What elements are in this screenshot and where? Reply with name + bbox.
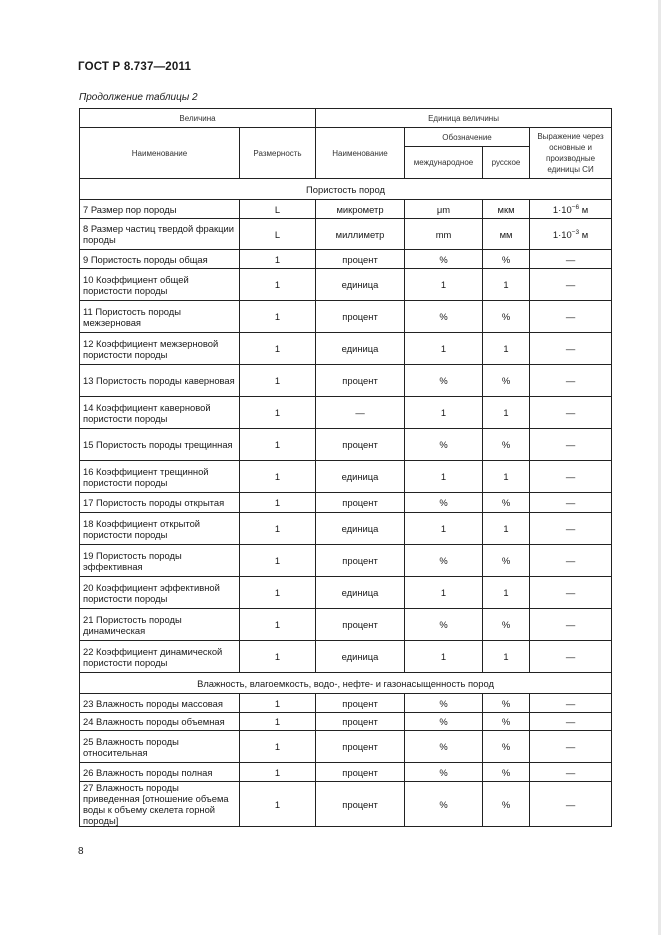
russian-symbol-cell: %	[483, 609, 530, 641]
si-expression-cell: —	[530, 641, 612, 673]
expression-base: 1·10	[552, 228, 572, 240]
document-title: ГОСТ Р 8.737—2011	[78, 61, 192, 73]
table-row	[80, 731, 612, 763]
expression-exponent: −3	[571, 228, 580, 236]
dimension-cell: 1	[240, 429, 316, 461]
header-unit-name: Наименование	[316, 128, 405, 179]
quantity-name-cell: 11 Пористость породы межзерновая	[80, 301, 240, 333]
quantity-name-cell: 18 Коэффициент открытой пористости породы	[80, 513, 240, 545]
dimension-cell: L	[240, 200, 316, 219]
russian-symbol-cell: 1	[483, 333, 530, 365]
dimension-cell: 1	[240, 513, 316, 545]
si-expression-cell: —	[530, 397, 612, 429]
table-row	[80, 493, 612, 513]
dimension-cell: 1	[240, 269, 316, 301]
expression-base: 1·10	[552, 203, 572, 215]
international-symbol-cell: 1	[405, 333, 483, 365]
dimension-cell: 1	[240, 250, 316, 269]
unit-name-cell: процент	[316, 365, 405, 397]
quantity-name-cell: 10 Коэффициент общей пористости породы	[80, 269, 240, 301]
unit-name-cell: единица	[316, 333, 405, 365]
unit-name-cell: процент	[316, 250, 405, 269]
table-row	[80, 782, 612, 827]
header-designation: Обозначение	[405, 128, 530, 147]
header-quantity: Величина	[80, 109, 316, 128]
russian-symbol-cell: %	[483, 713, 530, 731]
si-expression-cell: —	[530, 731, 612, 763]
table-body	[80, 179, 612, 827]
unit-name-cell: единица	[316, 577, 405, 609]
dimension-cell: 1	[240, 493, 316, 513]
quantity-name-cell: 19 Пористость породы эффективная	[80, 545, 240, 577]
dimension-cell: 1	[240, 713, 316, 731]
international-symbol-cell: 1	[405, 461, 483, 493]
unit-name-cell: процент	[316, 694, 405, 713]
unit-name-cell: процент	[316, 429, 405, 461]
table-row	[80, 713, 612, 731]
russian-symbol-cell: %	[483, 694, 530, 713]
section-row	[80, 179, 612, 200]
quantity-name-cell: 20 Коэффициент эффективной пористости породы	[80, 577, 240, 609]
quantity-name-cell: 13 Пористость породы каверновая	[80, 365, 240, 397]
expression-unit: м	[579, 203, 589, 215]
unit-name-cell: миллиметр	[316, 219, 405, 250]
si-expression-cell: —	[530, 493, 612, 513]
dimension-cell: 1	[240, 609, 316, 641]
dimension-cell: 1	[240, 545, 316, 577]
unit-name-cell: процент	[316, 301, 405, 333]
dimension-cell: 1	[240, 731, 316, 763]
si-expression-cell: —	[530, 609, 612, 641]
si-expression-cell: —	[530, 694, 612, 713]
international-symbol-cell: 1	[405, 397, 483, 429]
quantity-name-cell: 27 Влажность породы приведенная [отношение объема воды к объему скелета горной породы]	[80, 782, 240, 827]
unit-name-cell: процент	[316, 493, 405, 513]
quantity-name-cell: 22 Коэффициент динамической пористости породы	[80, 641, 240, 673]
table-row	[80, 577, 612, 609]
russian-symbol-cell: %	[483, 782, 530, 827]
unit-name-cell: единица	[316, 461, 405, 493]
international-symbol-cell: %	[405, 782, 483, 827]
si-expression-cell: —	[530, 763, 612, 782]
si-expression-cell: —	[530, 513, 612, 545]
dimension-cell: 1	[240, 763, 316, 782]
russian-symbol-cell: %	[483, 301, 530, 333]
table-row	[80, 609, 612, 641]
table-row	[80, 269, 612, 301]
international-symbol-cell: μm	[405, 200, 483, 219]
table-row	[80, 333, 612, 365]
quantity-name-cell: 12 Коэффициент межзерновой пористости породы	[80, 333, 240, 365]
page-number: 8	[78, 846, 84, 857]
quantity-name-cell: 23 Влажность породы массовая	[80, 694, 240, 713]
russian-symbol-cell: 1	[483, 269, 530, 301]
si-expression-cell: —	[530, 782, 612, 827]
table-row	[80, 365, 612, 397]
unit-name-cell: процент	[316, 782, 405, 827]
si-expression-cell: —	[530, 301, 612, 333]
dimension-cell: 1	[240, 365, 316, 397]
dimension-cell: 1	[240, 397, 316, 429]
quantity-name-cell: 21 Пористость породы динамическая	[80, 609, 240, 641]
international-symbol-cell: %	[405, 301, 483, 333]
unit-name-cell: процент	[316, 609, 405, 641]
russian-symbol-cell: %	[483, 493, 530, 513]
russian-symbol-cell: 1	[483, 397, 530, 429]
quantity-name-cell: 8 Размер частиц твердой фракции породы	[80, 219, 240, 250]
quantity-name-cell: 16 Коэффициент трещинной пористости породы	[80, 461, 240, 493]
quantity-name-cell: 26 Влажность породы полная	[80, 763, 240, 782]
international-symbol-cell: %	[405, 365, 483, 397]
quantity-name-cell: 15 Пористость породы трещинная	[80, 429, 240, 461]
table-row	[80, 429, 612, 461]
international-symbol-cell: %	[405, 609, 483, 641]
table-row	[80, 301, 612, 333]
international-symbol-cell: %	[405, 731, 483, 763]
dimension-cell: 1	[240, 333, 316, 365]
table-row	[80, 694, 612, 713]
russian-symbol-cell: %	[483, 763, 530, 782]
russian-symbol-cell: %	[483, 365, 530, 397]
si-expression-cell: —	[530, 545, 612, 577]
unit-name-cell: единица	[316, 269, 405, 301]
table-row	[80, 219, 612, 250]
si-expression-cell: —	[530, 429, 612, 461]
russian-symbol-cell: 1	[483, 577, 530, 609]
dimension-cell: 1	[240, 461, 316, 493]
table-row	[80, 397, 612, 429]
international-symbol-cell: %	[405, 763, 483, 782]
expression-exponent: −6	[571, 203, 580, 211]
section-row	[80, 673, 612, 694]
header-unit: Единица величины	[316, 109, 612, 128]
dimension-cell: 1	[240, 301, 316, 333]
international-symbol-cell: %	[405, 250, 483, 269]
russian-symbol-cell: мм	[483, 219, 530, 250]
international-symbol-cell: %	[405, 493, 483, 513]
russian-symbol-cell: %	[483, 250, 530, 269]
header-expression: Выражение через основные и производные единицы СИ	[530, 128, 612, 179]
section-title: Влажность, влагоемкость, водо-, нефте- и газонасыщенность пород	[80, 673, 612, 694]
international-symbol-cell: 1	[405, 641, 483, 673]
quantity-name-cell: 7 Размер пор породы	[80, 200, 240, 219]
si-expression-cell	[530, 219, 612, 250]
si-expression-cell	[530, 200, 612, 219]
quantity-name-cell: 17 Пористость породы открытая	[80, 493, 240, 513]
dimension-cell: 1	[240, 694, 316, 713]
header-international: международное	[405, 147, 483, 179]
unit-name-cell: единица	[316, 513, 405, 545]
unit-name-cell: единица	[316, 641, 405, 673]
russian-symbol-cell: 1	[483, 513, 530, 545]
si-expression-cell: —	[530, 250, 612, 269]
international-symbol-cell: 1	[405, 577, 483, 609]
russian-symbol-cell: 1	[483, 641, 530, 673]
russian-symbol-cell: %	[483, 545, 530, 577]
table-row	[80, 763, 612, 782]
quantity-name-cell: 14 Коэффициент каверновой пористости породы	[80, 397, 240, 429]
table-row	[80, 641, 612, 673]
international-symbol-cell: %	[405, 713, 483, 731]
russian-symbol-cell: 1	[483, 461, 530, 493]
international-symbol-cell: 1	[405, 269, 483, 301]
unit-name-cell: процент	[316, 713, 405, 731]
expression-unit: м	[579, 228, 589, 240]
dimension-cell: 1	[240, 641, 316, 673]
quantity-name-cell: 24 Влажность породы объемная	[80, 713, 240, 731]
russian-symbol-cell: %	[483, 731, 530, 763]
unit-name-cell: микрометр	[316, 200, 405, 219]
header-russian: русское	[483, 147, 530, 179]
unit-name-cell: процент	[316, 731, 405, 763]
units-table	[79, 108, 612, 827]
table-row	[80, 513, 612, 545]
section-title: Пористость пород	[80, 179, 612, 200]
unit-name-cell: —	[316, 397, 405, 429]
dimension-cell: L	[240, 219, 316, 250]
international-symbol-cell: %	[405, 545, 483, 577]
table-row	[80, 545, 612, 577]
header-name: Наименование	[80, 128, 240, 179]
russian-symbol-cell: %	[483, 429, 530, 461]
table-row	[80, 461, 612, 493]
international-symbol-cell: mm	[405, 219, 483, 250]
international-symbol-cell: %	[405, 694, 483, 713]
si-expression-cell: —	[530, 333, 612, 365]
table-caption: Продолжение таблицы 2	[79, 92, 198, 103]
quantity-name-cell: 9 Пористость породы общая	[80, 250, 240, 269]
si-expression-cell: —	[530, 365, 612, 397]
si-expression-cell: —	[530, 461, 612, 493]
si-expression-cell: —	[530, 269, 612, 301]
header-dimension: Размерность	[240, 128, 316, 179]
table-row	[80, 200, 612, 219]
russian-symbol-cell: мкм	[483, 200, 530, 219]
quantity-name-cell: 25 Влажность породы относительная	[80, 731, 240, 763]
dimension-cell: 1	[240, 577, 316, 609]
dimension-cell: 1	[240, 782, 316, 827]
si-expression-cell: —	[530, 577, 612, 609]
unit-name-cell: процент	[316, 545, 405, 577]
si-expression-cell: —	[530, 713, 612, 731]
international-symbol-cell: 1	[405, 513, 483, 545]
table-row	[80, 250, 612, 269]
unit-name-cell: процент	[316, 763, 405, 782]
international-symbol-cell: %	[405, 429, 483, 461]
